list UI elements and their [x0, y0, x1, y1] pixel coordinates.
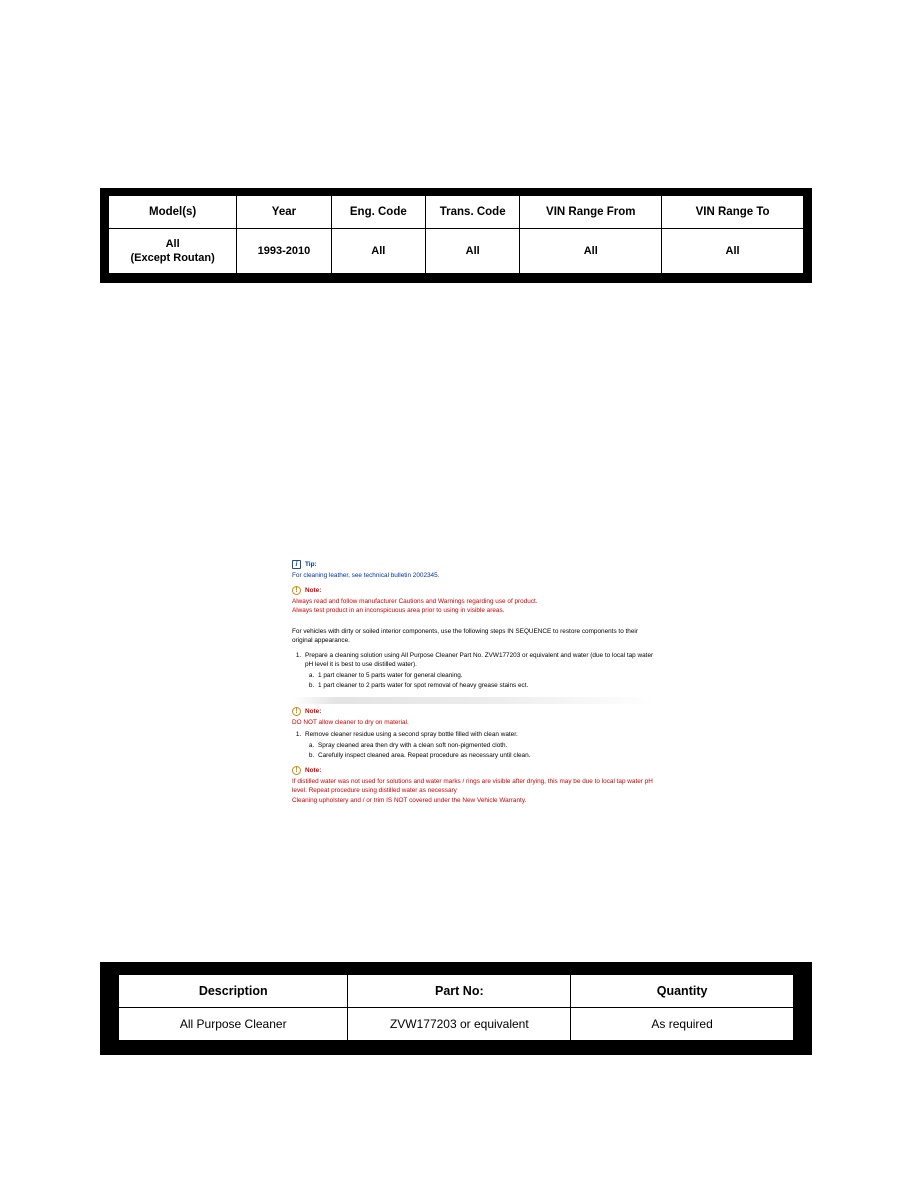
procedure-intro: For vehicles with dirty or soiled interior components, use the following steps IN SEQUENCE to restore components to their original appearance.: [292, 627, 638, 644]
step-1-text: Prepare a cleaning solution using All Purpose Cleaner Part No. ZVW177203 or equivalent and water (due to local tap water pH level it is best to use distilled water).: [305, 651, 654, 668]
note3-label: Note:: [305, 766, 322, 774]
note1-label: Note:: [305, 586, 322, 594]
cell-description: All Purpose Cleaner: [119, 1008, 348, 1041]
cell-models-line1: All: [165, 238, 180, 250]
note1-callout: [292, 586, 657, 596]
list-item: a. 1 part cleaner to 5 parts water for general cleaning.: [316, 671, 657, 681]
column-header-description: Description: [119, 975, 348, 1008]
list-item: b. 1 part cleaner to 2 parts water for spot removal of heavy grease stains ect.: [316, 681, 657, 691]
note1-line2: Always test product in an inconspicuous area prior to using in visible areas.: [292, 607, 505, 614]
applicability-table-container: [100, 188, 812, 283]
tip-text: For cleaning leather, see technical bulletin 2002345.: [292, 572, 440, 579]
cell-quantity: As required: [571, 1008, 794, 1041]
step-2-text: Remove cleaner residue using a second spray bottle filled with clean water.: [305, 731, 518, 738]
warning-icon: [292, 766, 301, 775]
column-header-quantity: Quantity: [571, 975, 794, 1008]
column-header-year: Year: [237, 196, 331, 229]
note3-line2: Cleaning upholstery and / or trim IS NOT covered under the New Vehicle Warranty.: [292, 796, 527, 804]
list-item: b. Carefully inspect cleaned area. Repeat procedure as necessary until clean.: [316, 751, 657, 761]
steps-list-2: [292, 730, 657, 761]
note1-line1: Always read and follow manufacturer Cautions and Warnings regarding use of product.: [292, 597, 538, 605]
column-header-trans-code: Trans. Code: [426, 196, 520, 229]
decorative-divider: [292, 697, 657, 704]
tip-label: Tip:: [305, 561, 317, 568]
note2-label: Note:: [305, 707, 322, 715]
cell-trans-code: All: [426, 229, 520, 274]
tip-callout: [292, 560, 657, 570]
note2-callout: [292, 707, 657, 717]
cell-vin-to: All: [662, 229, 804, 274]
substeps-list-2: [305, 741, 657, 761]
list-item: a. Spray cleaned area then dry with a clean soft non-pigmented cloth.: [316, 741, 657, 751]
column-header-vin-range-from: VIN Range From: [520, 196, 662, 229]
warning-icon: [292, 586, 301, 595]
cell-vin-from: All: [520, 229, 662, 274]
note3-callout: [292, 766, 657, 776]
table-header-row: [119, 975, 794, 1008]
applicability-table: [108, 195, 804, 274]
table-row: [109, 229, 804, 274]
list-item: [303, 651, 657, 691]
parts-table: [118, 974, 794, 1041]
table-header-row: [109, 196, 804, 229]
list-item: [303, 730, 657, 761]
cell-eng-code: All: [331, 229, 425, 274]
cell-models-line2: (Except Routan): [130, 252, 215, 264]
note2-line1: DO NOT allow cleaner to dry on material.: [292, 718, 409, 726]
steps-list-1: [292, 651, 657, 691]
column-header-models: Model(s): [109, 196, 237, 229]
cell-part-no: ZVW177203 or equivalent: [348, 1008, 571, 1041]
table-row: [119, 1008, 794, 1041]
column-header-part-no: Part No:: [348, 975, 571, 1008]
warning-icon: [292, 707, 301, 716]
cell-models: [109, 229, 237, 274]
column-header-eng-code: Eng. Code: [331, 196, 425, 229]
column-header-vin-range-to: VIN Range To: [662, 196, 804, 229]
note3-line1: If distilled water was not used for solutions and water marks / rings are visible after drying, this may be due to local tap water pH level. Repeat procedure using distilled water as necessary: [292, 777, 653, 794]
substeps-list-1: [305, 671, 657, 691]
info-icon: [292, 560, 301, 569]
procedure-body: [292, 560, 657, 805]
cell-year: 1993-2010: [237, 229, 331, 274]
parts-table-container: [100, 962, 812, 1055]
